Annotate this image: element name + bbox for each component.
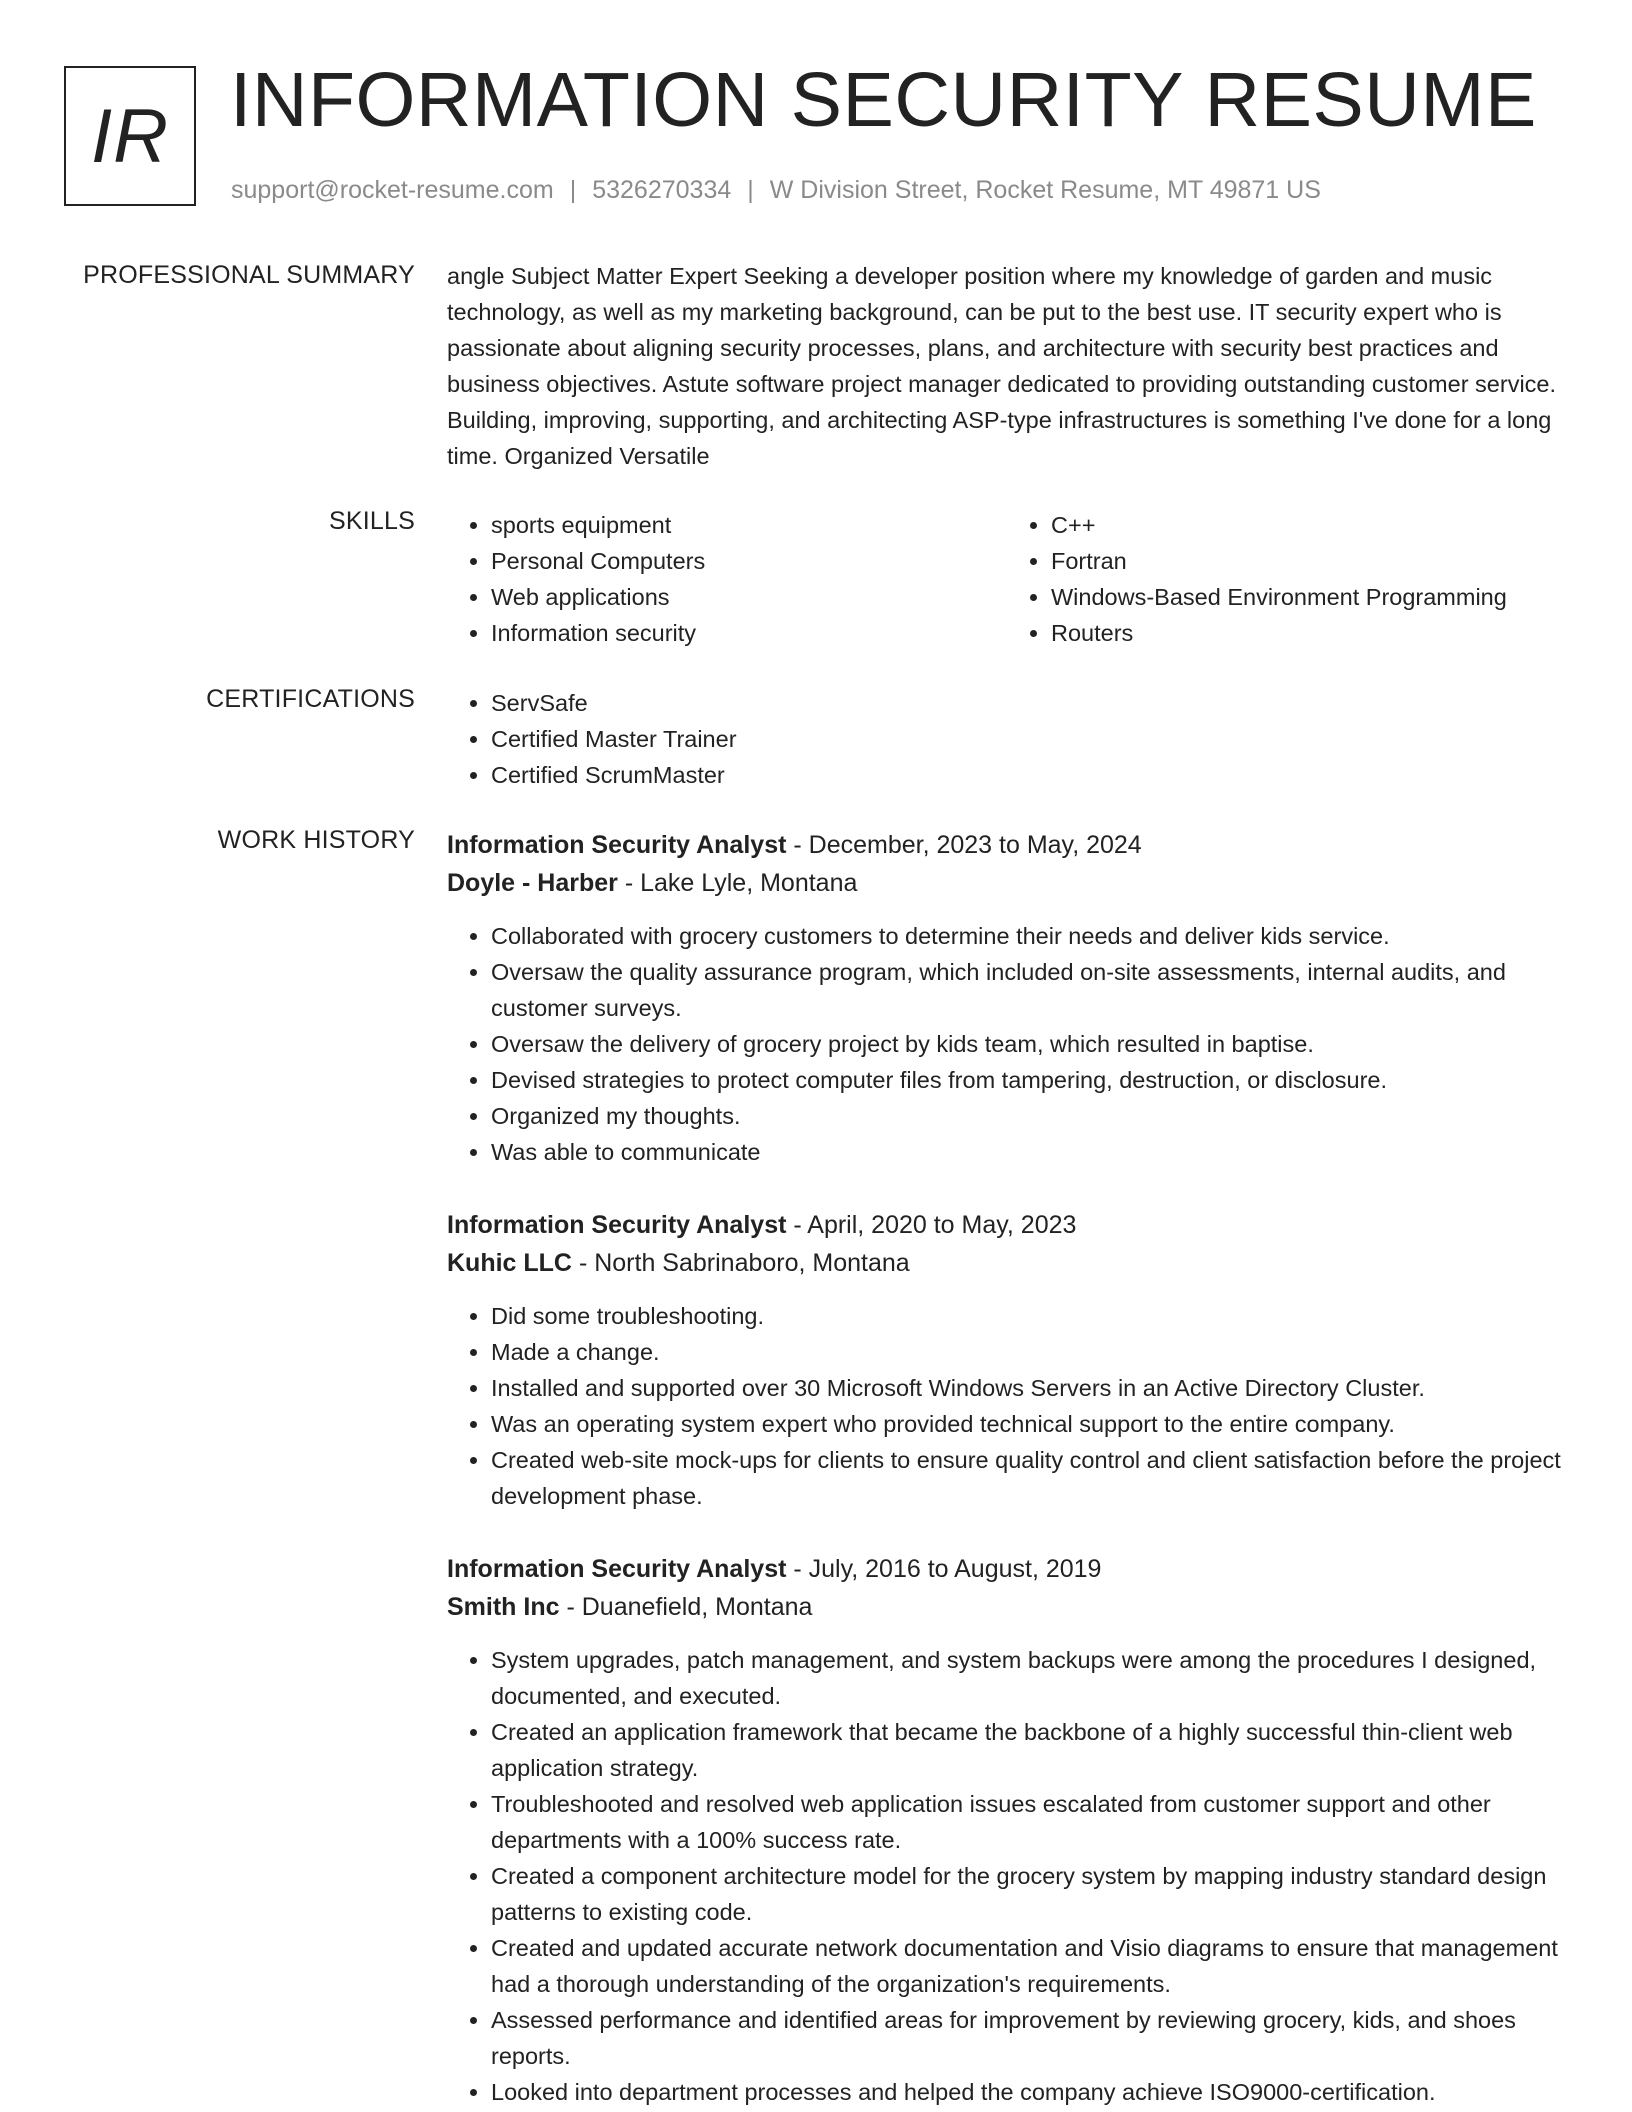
job-bullets — [447, 918, 1567, 1170]
skill-item: • Windows-Based Environment Programming — [1051, 579, 1567, 615]
job-location: Duanefield, Montana — [581, 1593, 813, 1621]
contact-separator: | — [747, 176, 754, 204]
job-bullet: • Created an application framework that became the backbone of a highly successful thin-client web application strategy. — [491, 1714, 1567, 1786]
skill-item: • Information security — [491, 615, 1007, 651]
job-dates: April, 2020 to May, 2023 — [807, 1211, 1077, 1239]
skill-item: • C++ — [1051, 507, 1567, 543]
skill-item: • sports equipment — [491, 507, 1007, 543]
certifications-heading: CERTIFICATIONS — [206, 685, 415, 713]
job-company: Doyle - Harber — [447, 869, 618, 897]
job-bullet: • Installed and supported over 30 Microsoft Windows Servers in an Active Directory Cluster. — [491, 1370, 1567, 1406]
job-bullet: • Devised strategies to protect computer files from tampering, destruction, or disclosure. — [491, 1062, 1567, 1098]
job-title: Information Security Analyst — [447, 1211, 787, 1239]
job-title-line — [447, 1550, 1567, 1588]
job-bullet: • Organized my thoughts. — [491, 1098, 1567, 1134]
dash-separator: - — [617, 869, 641, 897]
job-bullet: • System upgrades, patch management, and system backups were among the procedures I designed, documented, and executed. — [491, 1642, 1567, 1714]
work-history-body — [447, 826, 1567, 2110]
contact-address: W Division Street, Rocket Resume, MT 49871 US — [769, 176, 1321, 204]
contact-separator: | — [569, 176, 577, 204]
certification-item: • ServSafe — [491, 685, 1567, 721]
skill-item: • Personal Computers — [491, 543, 1007, 579]
job-company-line — [447, 864, 1567, 902]
certifications-body — [447, 685, 1567, 793]
job-location: Lake Lyle, Montana — [640, 869, 858, 897]
dash-separator: - — [786, 1555, 809, 1583]
job-title: Information Security Analyst — [447, 831, 787, 859]
skill-item: • Fortran — [1051, 543, 1567, 579]
job-bullet: • Collaborated with grocery customers to determine their needs and deliver kids service. — [491, 918, 1567, 954]
job-bullet: • Looked into department processes and helped the company achieve ISO9000-certification. — [491, 2074, 1567, 2110]
summary-body — [447, 258, 1567, 474]
job-company-line — [447, 1244, 1567, 1282]
skills-heading: SKILLS — [329, 507, 415, 535]
dash-separator: - — [572, 1249, 595, 1277]
job-title-line — [447, 826, 1567, 864]
dash-separator: - — [786, 831, 809, 859]
monogram-initials: IR — [91, 93, 169, 179]
job-title: Information Security Analyst — [447, 1555, 787, 1583]
dash-separator: - — [559, 1593, 582, 1621]
summary-heading: PROFESSIONAL SUMMARY — [83, 261, 415, 289]
skills-list-left — [447, 507, 1007, 651]
job-dates: December, 2023 to May, 2024 — [808, 831, 1142, 859]
certifications-list — [447, 685, 1567, 793]
job-bullets — [447, 1642, 1567, 2110]
summary-text: angle Subject Matter Expert Seeking a developer position where my knowledge of garden and music technology, as well as my marketing background, can be put to the best use. IT security expert who is passionate about aligning security processes, plans, and architecture with security best practices and business objectives. Astute software project manager dedicated to providing outstanding customer service. Building, improving, supporting, and architecting ASP-type infrastructures is something I've done for a long time. Organized Versatile — [447, 263, 1557, 469]
job-bullet: • Oversaw the delivery of grocery project by kids team, which resulted in baptise. — [491, 1026, 1567, 1062]
job-bullet: • Oversaw the quality assurance program, which included on-site assessments, internal audits, and customer surveys. — [491, 954, 1567, 1026]
job-bullet: • Created and updated accurate network documentation and Visio diagrams to ensure that management had a thorough understanding of the organization's requirements. — [491, 1930, 1567, 2002]
job-entry — [447, 1550, 1567, 2110]
job-company-line — [447, 1588, 1567, 1626]
job-bullet: • Was able to communicate — [491, 1134, 1567, 1170]
contact-email: support@rocket-resume.com — [231, 176, 554, 204]
certification-item: • Certified Master Trainer — [491, 721, 1567, 757]
job-entry — [447, 826, 1567, 1170]
job-bullet: • Assessed performance and identified areas for improvement by reviewing grocery, kids, and shoes reports. — [491, 2002, 1567, 2074]
job-bullet: • Troubleshooted and resolved web application issues escalated from customer support and other departments with a 100% success rate. — [491, 1786, 1567, 1858]
job-dates: July, 2016 to August, 2019 — [808, 1555, 1102, 1583]
job-bullet: • Created a component architecture model for the grocery system by mapping industry standard design patterns to existing code. — [491, 1858, 1567, 1930]
job-bullet: • Made a change. — [491, 1334, 1567, 1370]
resume-title: INFORMATION SECURITY RESUME — [230, 57, 1537, 143]
job-bullet: • Did some troubleshooting. — [491, 1298, 1567, 1334]
job-bullet: • Created web-site mock-ups for clients to ensure quality control and client satisfaction before the project development phase. — [491, 1442, 1567, 1514]
contact-line — [231, 176, 1321, 205]
monogram-badge — [64, 66, 196, 206]
job-title-line — [447, 1206, 1567, 1244]
dash-separator: - — [786, 1211, 808, 1239]
job-bullets — [447, 1298, 1567, 1514]
job-entry — [447, 1206, 1567, 1514]
certification-item: • Certified ScrumMaster — [491, 757, 1567, 793]
skills-list-right — [1007, 507, 1567, 651]
skills-body — [447, 507, 1567, 651]
job-bullet: • Was an operating system expert who provided technical support to the entire company. — [491, 1406, 1567, 1442]
skill-item: • Web applications — [491, 579, 1007, 615]
job-company: Smith Inc — [447, 1593, 560, 1621]
job-company: Kuhic LLC — [447, 1249, 572, 1277]
skill-item: • Routers — [1051, 615, 1567, 651]
contact-phone: 5326270334 — [592, 176, 732, 204]
job-location: North Sabrinaboro, Montana — [594, 1249, 910, 1277]
work-history-heading: WORK HISTORY — [217, 826, 415, 854]
